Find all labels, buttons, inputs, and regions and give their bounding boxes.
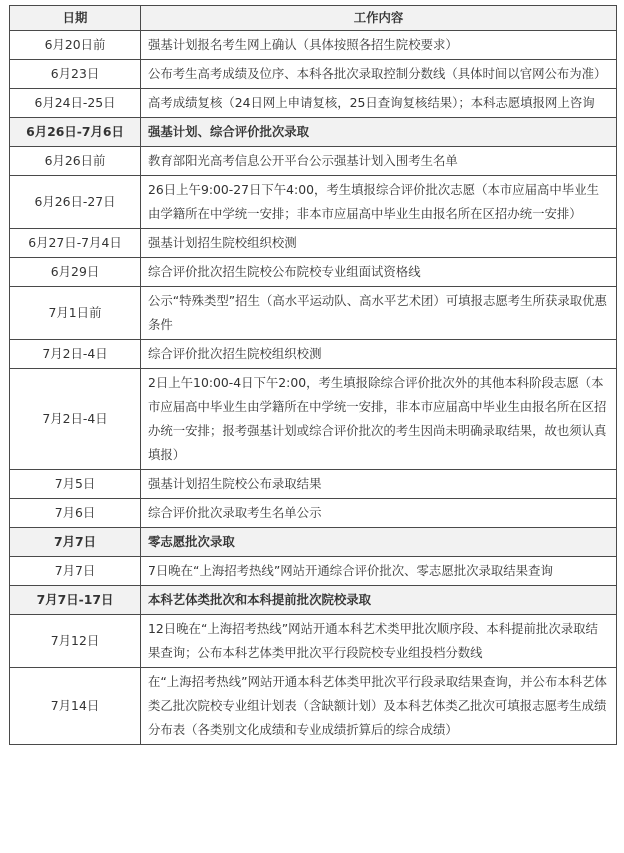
row-date: 7月7日-17日 [10, 586, 141, 615]
row-content: 综合评价批次招生院校组织校测 [141, 340, 617, 369]
table-row [10, 229, 617, 258]
table-header-row [10, 6, 617, 31]
table-row [10, 668, 617, 745]
row-content: 公布考生高考成绩及位序、本科各批次录取控制分数线（具体时间以官网公布为准） [141, 60, 617, 89]
row-content: 12日晚在“上海招考热线”网站开通本科艺术类甲批次顺序段、本科提前批次录取结果查询；公布本科艺体类甲批次平行段院校专业组投档分数线 [141, 615, 617, 668]
table-row [10, 258, 617, 287]
row-date: 7月1日前 [10, 287, 141, 340]
row-date: 7月2日-4日 [10, 369, 141, 470]
table-row [10, 499, 617, 528]
row-content: 综合评价批次招生院校公布院校专业组面试资格线 [141, 258, 617, 287]
row-content: 高考成绩复核（24日网上申请复核，25日查询复核结果）；本科志愿填报网上咨询 [141, 89, 617, 118]
row-content: 2日上午10:00-4日下午2:00，考生填报除综合评价批次外的其他本科阶段志愿（本市应届高中毕业生由学籍所在中学统一安排，非本市应届高中毕业生由报名所在区招办统一安排；报考强基计划或综合评价批次的考生因尚未明确录取结果，故也须认真填报） [141, 369, 617, 470]
table-row [10, 615, 617, 668]
row-content: 综合评价批次录取考生名单公示 [141, 499, 617, 528]
table-row [10, 340, 617, 369]
section-row [10, 528, 617, 557]
row-date: 6月29日 [10, 258, 141, 287]
table-body [10, 31, 617, 745]
row-content: 在“上海招考热线”网站开通本科艺体类甲批次平行段录取结果查询，并公布本科艺体类乙批次院校专业组计划表（含缺额计划）及本科艺体类乙批次可填报志愿考生成绩分布表（各类别文化成绩和专业成绩折算后的综合成绩） [141, 668, 617, 745]
header-content: 工作内容 [141, 6, 617, 31]
table-row [10, 176, 617, 229]
row-content: 强基计划报名考生网上确认（具体按照各招生院校要求） [141, 31, 617, 60]
section-row [10, 118, 617, 147]
table-row [10, 147, 617, 176]
row-content: 26日上午9:00-27日下午4:00，考生填报综合评价批次志愿（本市应届高中毕业生由学籍所在中学统一安排；非本市应届高中毕业生由报名所在区招办统一安排） [141, 176, 617, 229]
table-row [10, 470, 617, 499]
table-row [10, 557, 617, 586]
row-date: 6月26日前 [10, 147, 141, 176]
row-content: 零志愿批次录取 [141, 528, 617, 557]
row-content: 强基计划招生院校组织校测 [141, 229, 617, 258]
row-date: 7月5日 [10, 470, 141, 499]
row-date: 7月12日 [10, 615, 141, 668]
row-content: 教育部阳光高考信息公开平台公示强基计划入围考生名单 [141, 147, 617, 176]
table-row [10, 287, 617, 340]
row-date: 6月24日-25日 [10, 89, 141, 118]
row-content: 强基计划、综合评价批次录取 [141, 118, 617, 147]
schedule-table [9, 5, 617, 745]
row-date: 7月2日-4日 [10, 340, 141, 369]
row-date: 6月20日前 [10, 31, 141, 60]
row-content: 公示“特殊类型”招生（高水平运动队、高水平艺术团）可填报志愿考生所获录取优惠条件 [141, 287, 617, 340]
section-row [10, 586, 617, 615]
row-content: 强基计划招生院校公布录取结果 [141, 470, 617, 499]
row-date: 7月7日 [10, 528, 141, 557]
row-date: 6月26日-27日 [10, 176, 141, 229]
row-date: 7月6日 [10, 499, 141, 528]
row-date: 6月27日-7月4日 [10, 229, 141, 258]
table-row [10, 89, 617, 118]
header-date: 日期 [10, 6, 141, 31]
row-date: 6月23日 [10, 60, 141, 89]
table-row [10, 31, 617, 60]
table-row [10, 60, 617, 89]
row-date: 7月7日 [10, 557, 141, 586]
row-content: 本科艺体类批次和本科提前批次院校录取 [141, 586, 617, 615]
row-date: 6月26日-7月6日 [10, 118, 141, 147]
row-content: 7日晚在“上海招考热线”网站开通综合评价批次、零志愿批次录取结果查询 [141, 557, 617, 586]
table-row [10, 369, 617, 470]
row-date: 7月14日 [10, 668, 141, 745]
